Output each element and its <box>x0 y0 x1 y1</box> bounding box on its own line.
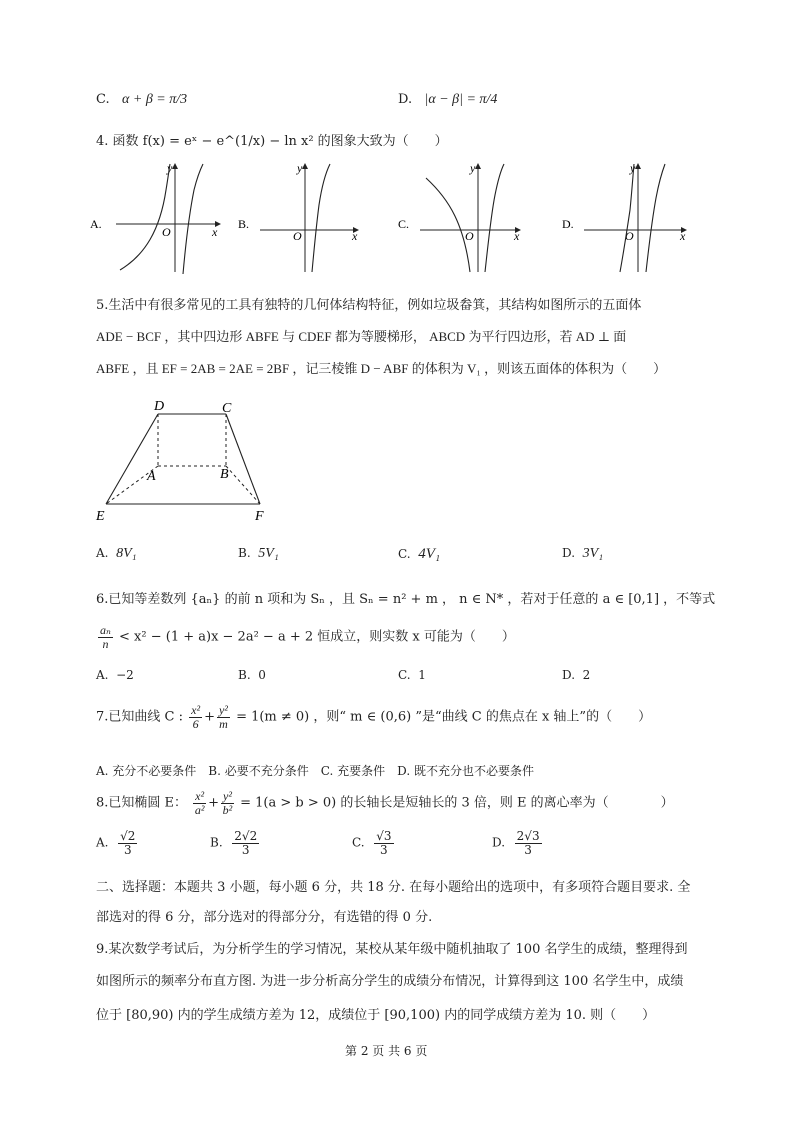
q5-point-f: F <box>255 509 264 524</box>
q8-fraction-x: $\frac{\text{x²}}{\text{a²}}$ <box>194 789 205 817</box>
q8-fraction-y: $\frac{\text{y²}}{\text{b²}}$ <box>222 789 233 817</box>
q7-options: A. 充分不必要条件 B. 必要不充分条件 C. 充要条件 D. 既不充分也不必要条件 <box>96 764 534 778</box>
q4-graphs <box>90 160 700 278</box>
q5-point-e: E <box>96 509 105 524</box>
svg-text:O: O <box>293 229 302 243</box>
q8-stem: 8.已知椭圆 E： $\frac{\text{x²}}{\text{a²}}$ + $\frac{\text{y²}}{\text{b²}}$ = 1(a > b > 0) 的长轴长是短轴长的 3 倍，则 E 的离心率为（ ） <box>96 789 674 817</box>
svg-text:O: O <box>162 225 171 239</box>
q9-line2: 如图所示的频率分布直方图. 为进一步分析高分学生的成绩分布情况，计算得到这 100 名学生中，成绩 <box>96 974 684 989</box>
q5-line2: ADE − BCF ，其中四边形 ABFE 与 CDEF 都为等腰梯形， ABCD 为平行四边形，若 AD ⊥ 面 <box>96 329 627 344</box>
q4-graph-d <box>562 161 686 272</box>
q8-option-d: D. $\frac{2√3}{3}$ <box>492 829 540 857</box>
q4-graph-a-label: A. <box>90 217 102 231</box>
q8-option-c: C. $\frac{√3}{3}$ <box>352 829 392 857</box>
q5-option-d: D. 3V₁ <box>562 546 604 561</box>
q4-graph-b-label: B. <box>238 217 250 231</box>
svg-text:O: O <box>465 229 474 243</box>
q7-stem: 7.已知曲线 C : $\frac{\text{x²}}{6}$ + $\frac{\text{y²}}{m}$ = 1(m ≠ 0) ，则“ m ∈ (0,6) ”是“曲线 C 的焦点在 x 轴上”的（ ） <box>96 703 652 731</box>
q5-point-c: C <box>222 401 232 416</box>
svg-text:y: y <box>630 161 636 175</box>
q5-line3: ABFE ，且 EF = 2AB = 2AE = 2BF ，记三棱锥 D − ABF 的体积为 V₁ ，则该五面体的体积为（ ） <box>96 361 667 376</box>
q3-option-c <box>96 92 187 108</box>
q6-option-a: A. −2 <box>96 668 134 682</box>
q9-line1: 9.某次数学考试后，为分析学生的学习情况，某校从某年级中随机抽取了 100 名学生的成绩，整理得到 <box>96 942 688 957</box>
q5-option-b: B. 5V₁ <box>238 546 279 561</box>
q6-line2: $\frac{\text{aₙ}}{n}$ < x² − (1 + a)x − 2a² − a + 2 恒成立，则实数 x 可能为（ ） <box>100 623 515 651</box>
q6-fraction: $\frac{\text{aₙ}}{n}$ <box>100 623 111 651</box>
q6-option-b: B. 0 <box>238 668 266 682</box>
q6-option-d: D. 2 <box>562 668 591 682</box>
q6-line1: 6.已知等差数列 {aₙ} 的前 n 项和为 Sₙ ，且 Sₙ = n² + m ， n ∈ N* ，若对于任意的 a ∈ [0,1] ，不等式 <box>96 592 716 607</box>
svg-text:x: x <box>212 225 218 239</box>
q5-option-a: A. 8V₁ <box>96 546 137 561</box>
q3-option-d-label: D. <box>398 92 413 107</box>
svg-text:O: O <box>625 229 634 243</box>
q6-option-c: C. 1 <box>398 668 426 682</box>
q8-option-a: A. $\frac{√2}{3}$ <box>96 829 136 857</box>
q4-graph-a <box>90 161 220 274</box>
q8-option-b: B. $\frac{2√2}{3}$ <box>210 829 258 857</box>
q3-option-c-label: C. <box>96 92 110 107</box>
section2-line1: 二、选择题：本题共 3 小题，每小题 6 分，共 18 分. 在每小题给出的选项中，有多项符合题目要求. 全 <box>96 880 691 895</box>
q4-graph-d-label: D. <box>562 217 574 231</box>
q9-line3: 位于 [80,90) 内的学生成绩方差为 12，成绩位于 [90,100) 内的同学成绩方差为 10. 则（ ） <box>96 1008 656 1023</box>
svg-text:x: x <box>514 229 520 243</box>
svg-text:y: y <box>167 161 173 175</box>
svg-text:y: y <box>470 161 476 175</box>
q4-graph-c-label: C. <box>398 217 410 231</box>
q5-point-d: D <box>154 399 165 414</box>
svg-text:y: y <box>297 161 303 175</box>
q4-stem: 4. 函数 f(x) = eˣ − e^(1/x) − ln x² 的图象大致为（ ） <box>96 134 448 149</box>
q3-option-c-expr: α + β = π/3 <box>122 92 188 107</box>
q7-fraction-x: $\frac{\text{x²}}{6}$ <box>191 703 201 731</box>
page-footer: 第 2 页 共 6 页 <box>345 1044 428 1058</box>
q5-figure <box>92 396 282 524</box>
q7-fraction-y: $\frac{\text{y²}}{m}$ <box>218 703 228 731</box>
q5-option-c: C. 4V₁ <box>398 546 441 562</box>
svg-text:x: x <box>680 229 686 243</box>
section2-line2: 部选对的得 6 分，部分选对的得部分分，有选错的得 0 分. <box>96 910 433 925</box>
svg-text:x: x <box>352 229 358 243</box>
q5-point-b: B <box>220 467 229 482</box>
q5-line1: 5.生活中有很多常见的工具有独特的几何体结构特征，例如垃圾畚箕，其结构如图所示的五面体 <box>96 298 642 313</box>
q3-option-d <box>398 92 497 108</box>
q5-point-a: A <box>147 469 156 484</box>
q3-option-d-expr: |α − β| = π/4 <box>424 92 498 107</box>
q4-graph-b <box>238 161 358 272</box>
q4-graph-c <box>398 161 520 272</box>
